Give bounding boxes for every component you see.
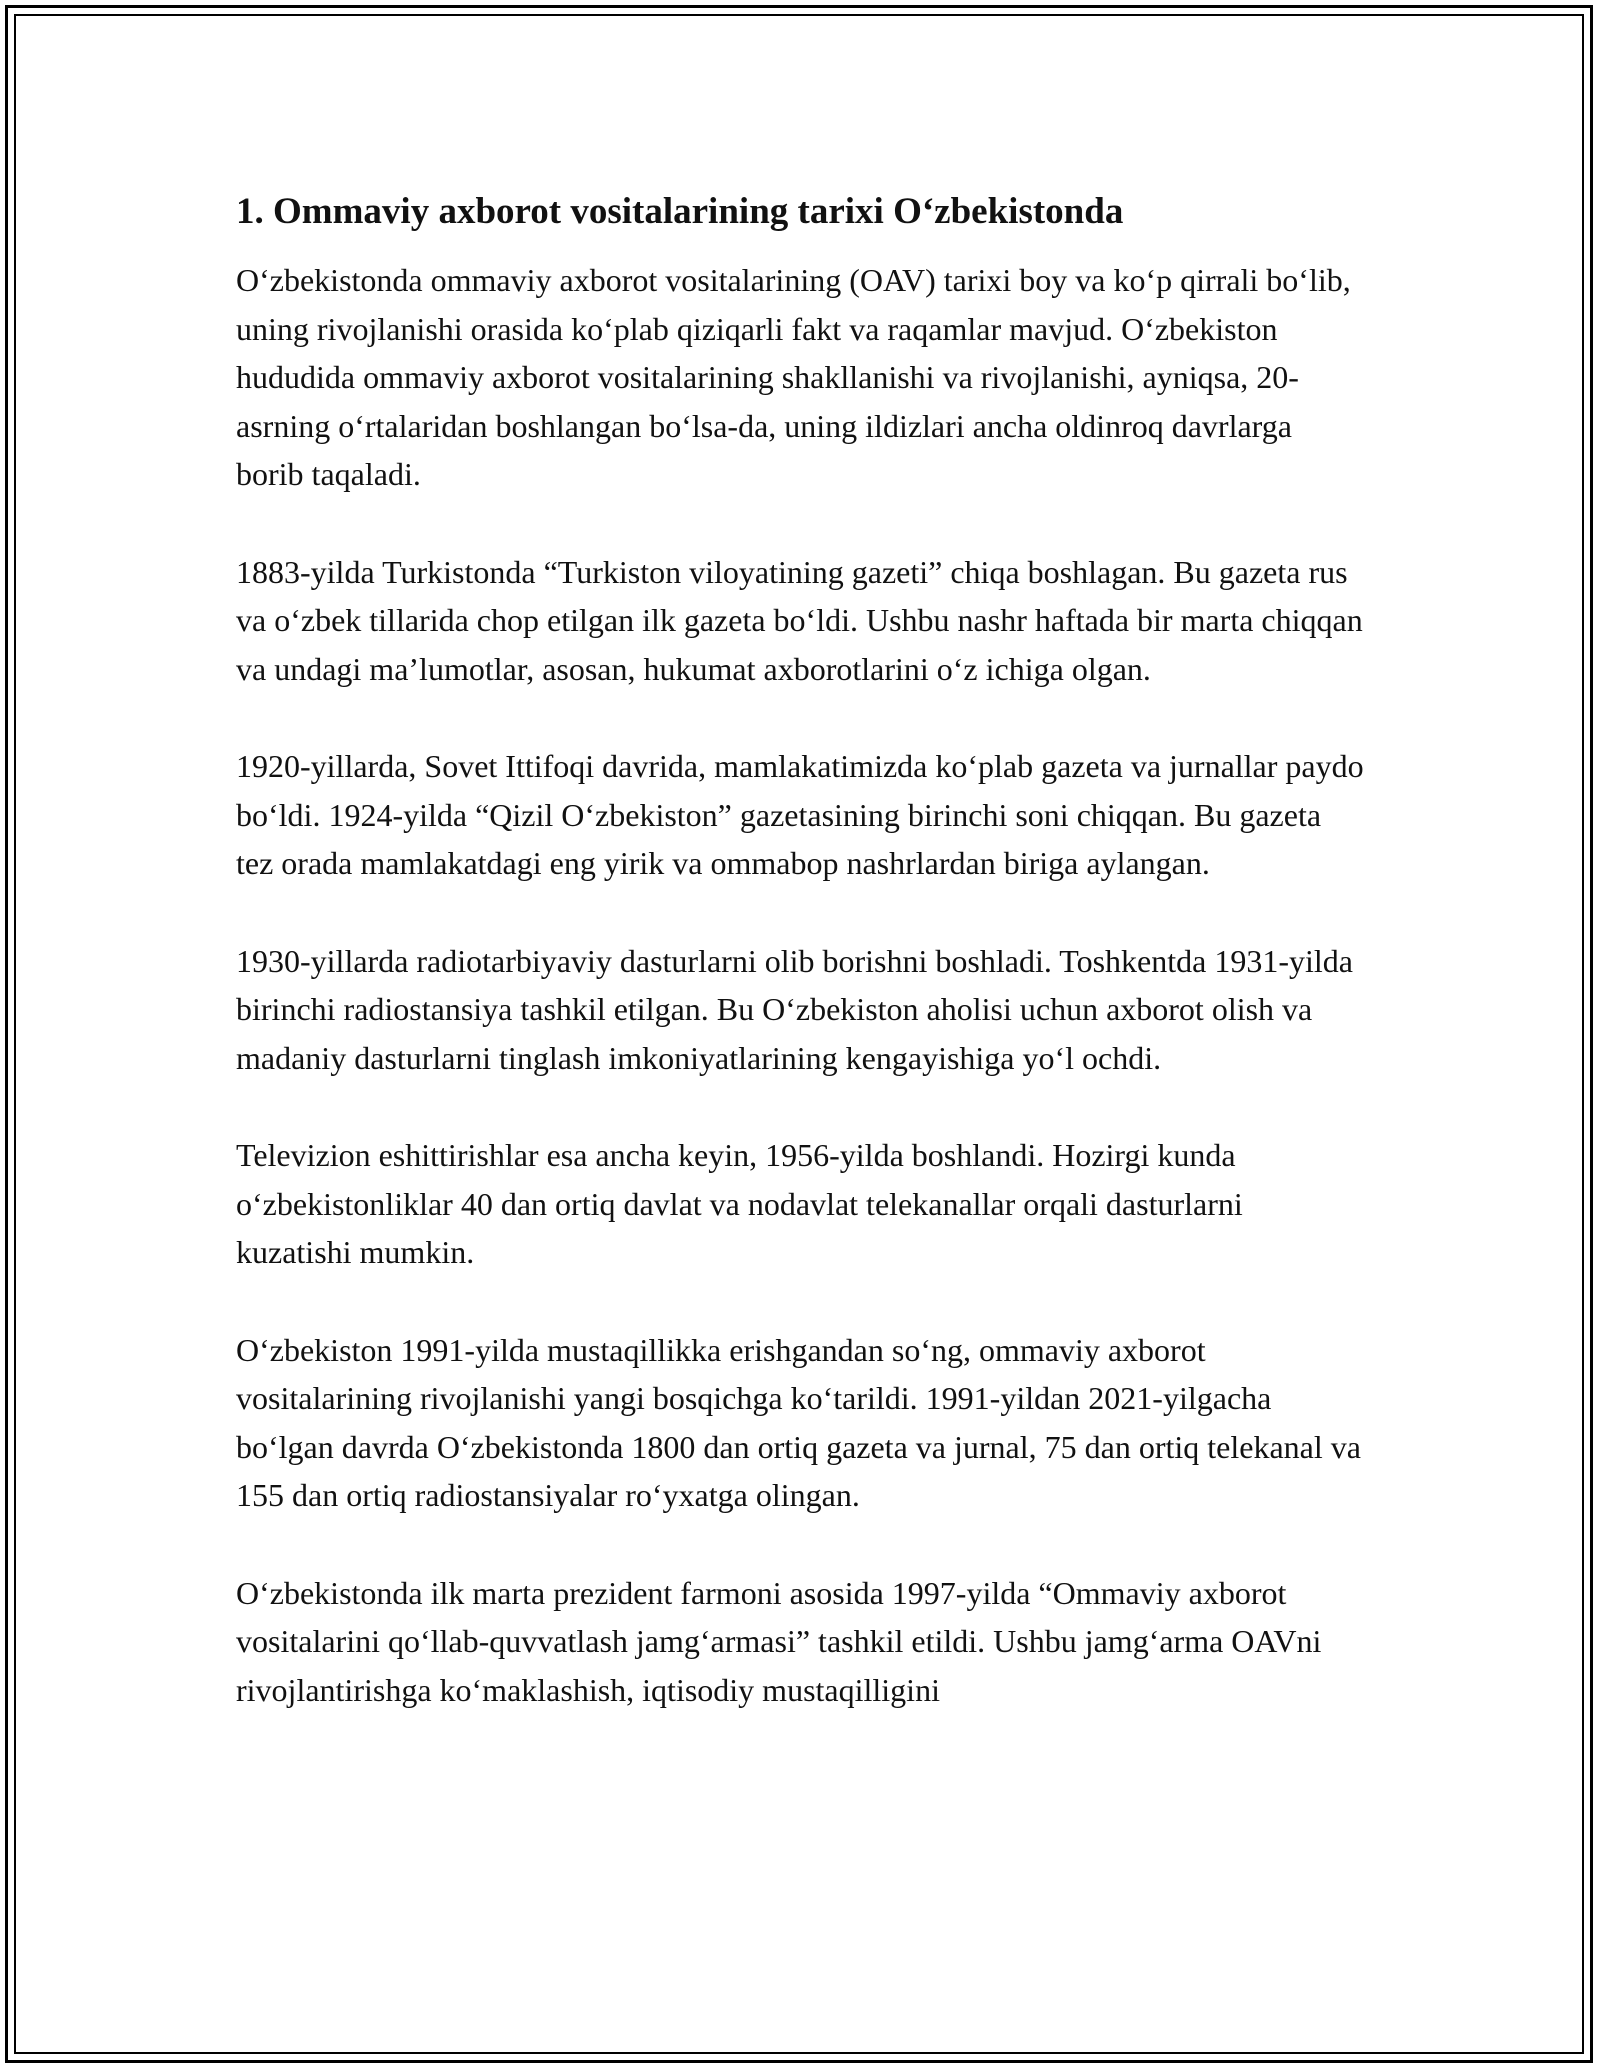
paragraph-1883: 1883-yilda Turkistonda “Turkiston viloyatining gazeti” chiqa boshlagan. Bu gazeta rus va o‘zbek tillarida chop etilgan ilk gazeta bo‘ldi. Ushbu nashr haftada bir marta chiqqan va undagi ma’lumotlar, asosan, hukumat axborotlarini o‘z ichiga olgan.	[236, 553, 1363, 687]
section-heading: 1. Ommaviy axborot vositalarining tarixi O‘zbekistonda	[236, 191, 1124, 232]
document-body	[236, 188, 1366, 1714]
paragraph-fund-1997: O‘zbekistonda ilk marta prezident farmoni asosida 1997-yilda “Ommaviy axborot vositalarini qo‘llab-quvvatlash jamg‘armasi” tashkil etildi. Ushbu jamg‘arma OAVni rivojlantirishga ko‘maklashish, iqtisodiy mustaqilligini	[236, 1574, 1322, 1708]
paragraph-independence: O‘zbekiston 1991-yilda mustaqillikka erishgandan so‘ng, ommaviy axborot vositalarining rivojlanishi yangi bosqichga ko‘tarildi. 1991-yildan 2021-yilgacha bo‘lgan davrda O‘zbekistonda 1800 dan ortiq gazeta va jurnal, 75 dan ortiq telekanal va 155 dan ortiq radiostansiyalar ro‘yxatga olingan.	[236, 1331, 1361, 1513]
paragraph-television: Televizion eshittirishlar esa ancha keyin, 1956-yilda boshlandi. Hozirgi kunda o‘zbekistonliklar 40 dan ortiq davlat va nodavlat telekanallar orqali dasturlarni kuzatishi mumkin.	[236, 1137, 1243, 1270]
paragraph-intro: O‘zbekistonda ommaviy axborot vositalarining (OAV) tarixi boy va ko‘p qirrali bo‘lib, uning rivojlanishi orasida ko‘plab qiziqarli fakt va raqamlar mavjud. O‘zbekiston hududida ommaviy axborot vositalarining shakllanishi va rivojlanishi, ayniqsa, 20-asrning o‘rtalaridan boshlangan bo‘lsa-da, uning ildizlari ancha oldinroq davrlarga borib taqaladi.	[236, 262, 1351, 492]
paragraph-1930s: 1930-yillarda radiotarbiyaviy dasturlarni olib borishni boshladi. Toshkentda 1931-yilda birinchi radiostansiya tashkil etilgan. Bu O‘zbekiston aholisi uchun axborot olish va madaniy dasturlarni tinglash imkoniyatlarining kengayishiga yo‘l ochdi.	[236, 942, 1353, 1076]
paragraph-1920s: 1920-yillarda, Sovet Ittifoqi davrida, mamlakatimizda ko‘plab gazeta va jurnallar paydo bo‘ldi. 1924-yilda “Qizil O‘zbekiston” gazetasining birinchi soni chiqqan. Bu gazeta tez orada mamlakatdagi eng yirik va ommabop nashrlardan biriga aylangan.	[236, 748, 1364, 881]
